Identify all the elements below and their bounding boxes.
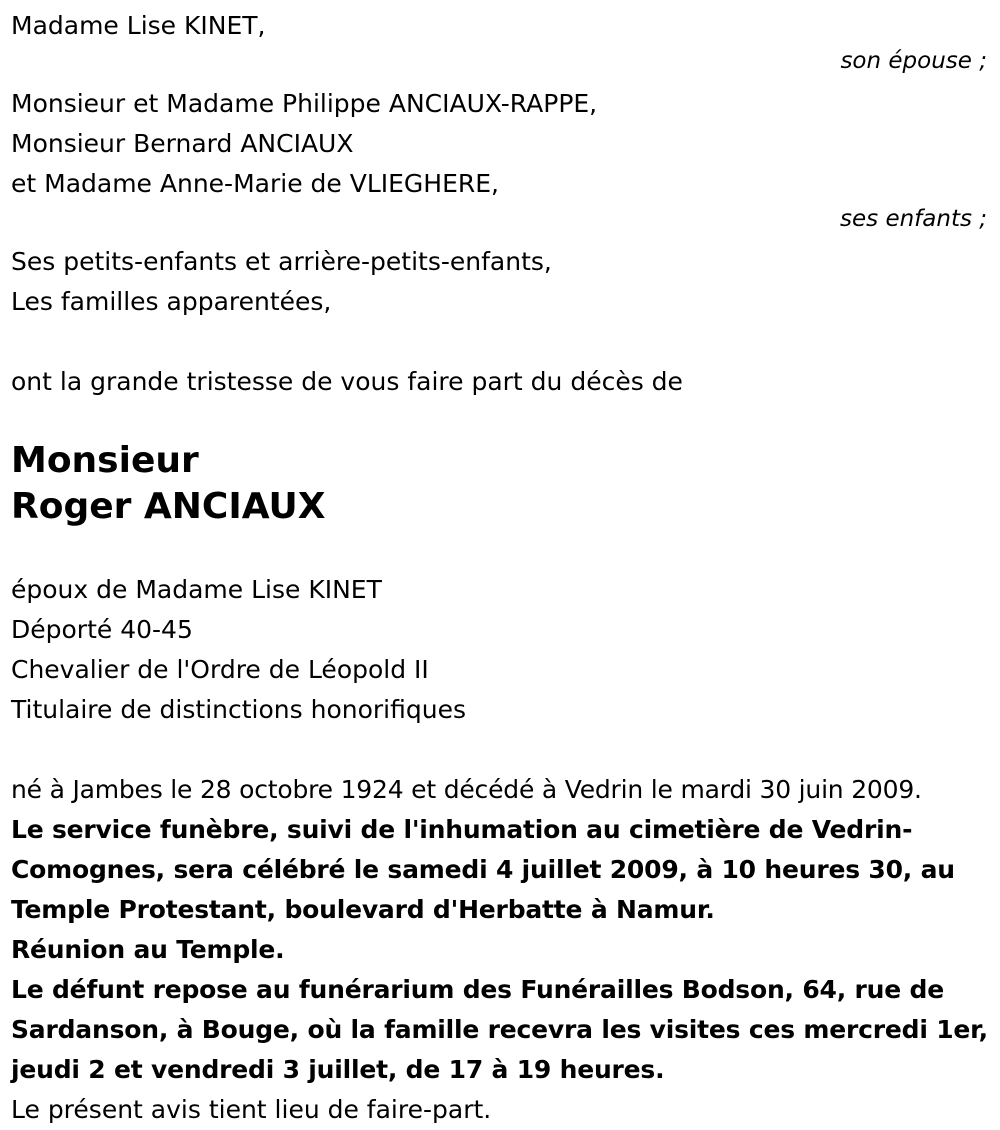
service-line: Comognes, sera célébré le samedi 4 juillet 2009, à 10 heures 30, au (11, 855, 955, 884)
spacer (11, 530, 989, 570)
detail-line: Déporté 40-45 (11, 615, 193, 644)
obituary-notice (11, 6, 989, 1130)
spacer (11, 234, 989, 242)
spacer (11, 322, 989, 362)
service-line: Le défunt repose au funérarium des Funérailles Bodson, 64, rue de (11, 975, 944, 1004)
service-line: Temple Protestant, boulevard d'Herbatte à Namur. (11, 895, 715, 924)
spouse-line: Madame Lise KINET, (11, 11, 266, 40)
service-line: jeudi 2 et vendredi 3 juillet, de 17 à 19 heures. (11, 1055, 665, 1084)
detail-line: Chevalier de l'Ordre de Léopold II (11, 655, 429, 684)
children-line: et Madame Anne-Marie de VLIEGHERE, (11, 169, 500, 198)
children-role: ses enfants ; (840, 206, 987, 232)
service-line: Le service funèbre, suivi de l'inhumation au cimetière de Vedrin- (11, 815, 913, 844)
service-line: Réunion au Temple. (11, 935, 285, 964)
spacer (11, 402, 989, 438)
children-line: Monsieur Bernard ANCIAUX (11, 129, 354, 158)
spouse-role: son épouse ; (840, 48, 987, 74)
spacer (11, 730, 989, 770)
announcement-text: ont la grande tristesse de vous faire part du décès de (11, 367, 683, 396)
children-line: Monsieur et Madame Philippe ANCIAUX-RAPPE, (11, 89, 598, 118)
deceased-title: Monsieur (11, 440, 199, 481)
relatives-line: Les familles apparentées, (11, 287, 332, 316)
birth-death-line: né à Jambes le 28 octobre 1924 et décédé à Vedrin le mardi 30 juin 2009. (11, 775, 922, 804)
service-line: Sardanson, à Bouge, où la famille recevra les visites ces mercredi 1er, (11, 1015, 988, 1044)
detail-line: Titulaire de distinctions honorifiques (11, 695, 466, 724)
detail-line: époux de Madame Lise KINET (11, 575, 382, 604)
grandchildren-line: Ses petits-enfants et arrière-petits-enfants, (11, 247, 552, 276)
closing-line: Le présent avis tient lieu de faire-part. (11, 1095, 492, 1124)
deceased-name: Roger ANCIAUX (11, 486, 326, 527)
spacer (11, 76, 989, 84)
